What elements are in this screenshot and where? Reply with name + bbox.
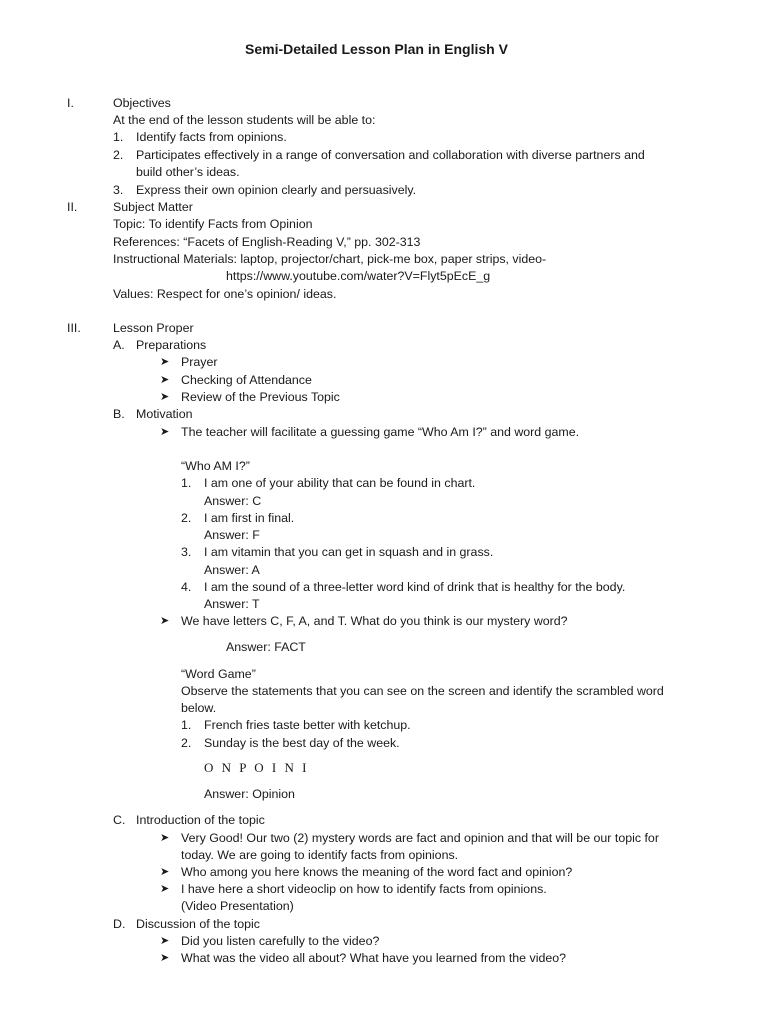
riddle-item: I am vitamin that you can get in squash and in grass.	[204, 545, 494, 559]
list-number: 2.	[181, 736, 192, 750]
section-heading-lesson-proper: Lesson Proper	[113, 321, 194, 335]
arrowhead-bullet-icon: ➤	[160, 832, 170, 844]
arrowhead-bullet-icon: ➤	[160, 615, 170, 627]
riddle-item: I am first in final.	[204, 511, 295, 525]
subsection-letter: D.	[113, 917, 126, 931]
introduction-bullet: Who among you here knows the meaning of the word fact and opinion?	[181, 865, 573, 879]
section-numeral: II.	[67, 200, 78, 214]
subsection-letter: A.	[113, 338, 125, 352]
subsection-heading-motivation: Motivation	[136, 407, 193, 421]
subject-values: Values: Respect for one’s opinion/ ideas.	[113, 287, 337, 301]
subject-references: References: “Facets of English-Reading V,” pp. 302-313	[113, 235, 421, 249]
list-number: 3.	[113, 183, 124, 197]
motivation-bullet: The teacher will facilitate a guessing game “Who Am I?” and word game.	[181, 425, 580, 439]
scrambled-word: O N P O I N I	[204, 760, 309, 775]
introduction-bullet: I have here a short videoclip on how to identify facts from opinions.	[181, 882, 547, 896]
subject-topic: Topic: To identify Facts from Opinion	[113, 217, 313, 231]
section-heading-objectives: Objectives	[113, 96, 171, 110]
riddle-item: I am the sound of a three-letter word kind of drink that is healthy for the body.	[204, 580, 626, 594]
objectives-intro: At the end of the lesson students will be able to:	[113, 113, 376, 127]
arrowhead-bullet-icon: ➤	[160, 866, 170, 878]
discussion-bullet: Did you listen carefully to the video?	[181, 934, 380, 948]
riddle-answer: Answer: A	[204, 563, 260, 577]
scrambled-word-answer: Answer: Opinion	[204, 787, 295, 801]
arrowhead-bullet-icon: ➤	[160, 356, 170, 368]
riddle-answer: Answer: F	[204, 528, 260, 542]
preparation-item: Checking of Attendance	[181, 373, 312, 387]
list-number: 1.	[181, 718, 192, 732]
introduction-bullet: Very Good! Our two (2) mystery words are fact and opinion and that will be our topic for	[181, 831, 659, 845]
objective-item: Express their own opinion clearly and persuasively.	[136, 183, 417, 197]
list-number: 4.	[181, 580, 192, 594]
introduction-bullet-cont: (Video Presentation)	[181, 899, 294, 913]
word-game-instructions-cont: below.	[181, 701, 217, 715]
introduction-bullet-cont: today. We are going to identify facts from opinions.	[181, 848, 459, 862]
riddle-answer: Answer: T	[204, 597, 260, 611]
word-game-statement: Sunday is the best day of the week.	[204, 736, 400, 750]
arrowhead-bullet-icon: ➤	[160, 391, 170, 403]
subsection-letter: C.	[113, 813, 126, 827]
subsection-heading-preparations: Preparations	[136, 338, 207, 352]
list-number: 1.	[181, 476, 192, 490]
page-title: Semi-Detailed Lesson Plan in English V	[245, 41, 508, 57]
video-link[interactable]: https://www.youtube.com/water?V=Flyt5pEcE_g	[226, 269, 491, 283]
word-game-instructions: Observe the statements that you can see on the screen and identify the scrambled word	[181, 684, 664, 698]
word-game-title: “Word Game”	[181, 667, 256, 681]
word-game-statement: French fries taste better with ketchup.	[204, 718, 411, 732]
discussion-bullet: What was the video all about? What have you learned from the video?	[181, 951, 567, 965]
riddle-item: I am one of your ability that can be found in chart.	[204, 476, 476, 490]
arrowhead-bullet-icon: ➤	[160, 374, 170, 386]
preparation-item: Prayer	[181, 355, 218, 369]
preparation-item: Review of the Previous Topic	[181, 390, 340, 404]
section-numeral: III.	[67, 321, 81, 335]
who-am-i-title: “Who AM I?”	[181, 459, 250, 473]
section-numeral: I.	[67, 96, 74, 110]
subject-materials: Instructional Materials: laptop, projector/chart, pick-me box, paper strips, video-	[113, 252, 547, 266]
objective-item: Identify facts from opinions.	[136, 130, 287, 144]
arrowhead-bullet-icon: ➤	[160, 426, 170, 438]
subsection-heading-discussion: Discussion of the topic	[136, 917, 260, 931]
objective-item: Participates effectively in a range of conversation and collaboration with diverse partners and	[136, 148, 645, 162]
arrowhead-bullet-icon: ➤	[160, 935, 170, 947]
arrowhead-bullet-icon: ➤	[160, 952, 170, 964]
list-number: 1.	[113, 130, 124, 144]
list-number: 2.	[113, 148, 124, 162]
riddle-answer: Answer: C	[204, 494, 262, 508]
arrowhead-bullet-icon: ➤	[160, 883, 170, 895]
mystery-word-answer: Answer: FACT	[226, 640, 306, 654]
list-number: 3.	[181, 545, 192, 559]
list-number: 2.	[181, 511, 192, 525]
motivation-bullet: We have letters C, F, A, and T. What do you think is our mystery word?	[181, 614, 568, 628]
objective-item-cont: build other’s ideas.	[136, 165, 240, 179]
section-heading-subject-matter: Subject Matter	[113, 200, 193, 214]
subsection-letter: B.	[113, 407, 125, 421]
subsection-heading-introduction: Introduction of the topic	[136, 813, 265, 827]
